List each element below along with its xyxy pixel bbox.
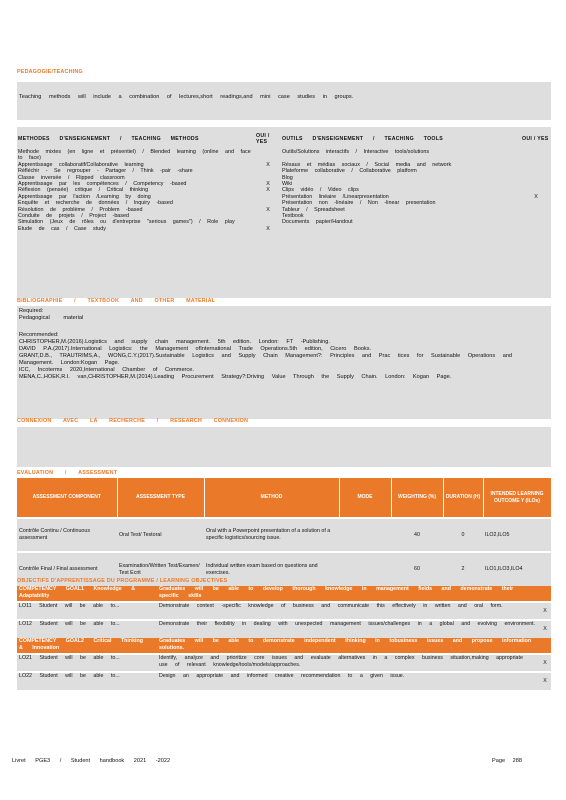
lo-text: Student will be able to... bbox=[39, 603, 120, 609]
mode-header: MODE bbox=[339, 478, 391, 518]
competency-goal-row bbox=[17, 638, 551, 654]
lo-desc: Demonstrate context -specific knowledge of business and communicate this effectively in written and oral form. bbox=[157, 602, 539, 620]
mode-cell bbox=[339, 552, 391, 586]
ilos-cell: ILO2,ILO5 bbox=[483, 518, 551, 552]
type-header: ASSESSMENT TYPE bbox=[117, 478, 204, 518]
lo-label-cell bbox=[17, 620, 157, 638]
footer bbox=[12, 758, 522, 765]
lo-mark: X bbox=[539, 654, 551, 672]
method-yes-cell: X bbox=[266, 181, 270, 188]
methods-row bbox=[17, 226, 551, 232]
competency-desc: Graduates will be able to develop thorough knowledge in management fields and demonstrate their specific skills bbox=[157, 586, 539, 602]
method-cell: Individual written exam based on questions and exercises. bbox=[204, 552, 339, 586]
tool-cell: Clips vidéo / Video clips bbox=[282, 187, 359, 194]
learning-objective-row bbox=[17, 620, 551, 638]
competency-goal-row bbox=[17, 586, 551, 602]
lo-label-cell bbox=[17, 672, 157, 690]
tool-cell: Textbook bbox=[282, 213, 304, 220]
lo-label-cell bbox=[17, 654, 157, 672]
learning-objective-row bbox=[17, 654, 551, 672]
method-cell: Apprentissage collaboratif/Collaborative learning bbox=[18, 161, 144, 168]
method-header: METHOD bbox=[204, 478, 339, 518]
method-cell: Résolution de problème / Problem -based bbox=[18, 206, 143, 213]
page-number: 288 bbox=[512, 758, 522, 764]
recommended-item: ICC, Incoterms 2020,International Chamber of Commerce. bbox=[19, 366, 194, 373]
tool-cell: Wiki bbox=[282, 181, 293, 188]
competency-goal: COMPETENCY GOAL2 Critical Thinking & Innovation bbox=[17, 638, 157, 654]
competency-blank bbox=[539, 586, 551, 602]
method-cell: Simulation (Jeux de rôles ou d'entreprise "serious games") / Role play bbox=[18, 219, 235, 226]
lo-mark: X bbox=[539, 602, 551, 620]
lo-text: Student will be able to... bbox=[39, 655, 120, 661]
competency-goal: COMPETENCY GOAL1 Knowledge & Adaptability bbox=[17, 586, 157, 602]
weighting-cell: 60 bbox=[391, 552, 443, 586]
tool-cell: Résaux et médias sociaux / Social media and network bbox=[282, 161, 452, 168]
lo-text: Student will be able to... bbox=[39, 673, 120, 679]
methods-table bbox=[17, 129, 551, 232]
research-box bbox=[17, 427, 551, 467]
lo-code: LO12 bbox=[19, 621, 32, 627]
method-cell: Classe inversée / Flipped classroom bbox=[18, 174, 125, 181]
evaluation-title: EVALUATION / ASSESSMENT bbox=[17, 470, 118, 476]
method-cell: Apprentissage par les compétences / Competency -based bbox=[18, 181, 187, 188]
recommended-item: CHRISTOPHER,M.(2016).Logistics and supply chain management. 5th edition. London: FT -Publishing. bbox=[19, 338, 330, 345]
recommended-list bbox=[19, 339, 549, 381]
lo-text: Student will be able to... bbox=[39, 621, 120, 627]
recommended-item: GRANT,D.B., TRAUTRIMS,A., WONG,C.Y.(2017).Sustainable Logistics and Supply Chain Management?: Principles and Prac tices for Sustainable Operations and Management. London:Kogan Page. bbox=[19, 352, 513, 366]
tools-header: OUTILS D'ENSEIGNEMENT / TEACHING TOOLS bbox=[282, 135, 443, 142]
type-cell: Oral Test/ Testoral bbox=[117, 518, 204, 552]
learning-objective-row bbox=[17, 602, 551, 620]
learning-objective-row bbox=[17, 672, 551, 690]
method-cell: Oral with a Powerpoint presentation of a solution of a specific logistics/sourcing issue. bbox=[204, 518, 339, 552]
methods-yes-header: OUI / YES bbox=[256, 132, 270, 145]
method-yes-cell: X bbox=[266, 187, 270, 194]
method-cell: Enquête et recherche de données / Inquiry -based bbox=[18, 200, 173, 207]
methods-header: METHODES D'ENSEIGNEMENT / TEACHING METHODS bbox=[18, 135, 199, 142]
methods-table-box bbox=[17, 127, 551, 298]
required-label: Required: bbox=[19, 308, 44, 314]
assessment-table-box bbox=[17, 478, 551, 586]
lo-desc: Demonstrate their flexibility in dealing with unexpected management issues/challenges in a global and evolving environment. bbox=[157, 620, 539, 638]
method-cell: Réfléchir - Se regrouper - Partager / Think -pair -share bbox=[18, 168, 193, 175]
weighting-cell: 40 bbox=[391, 518, 443, 552]
tool-cell: Plateforme collaborative / Collaborative platform bbox=[282, 168, 417, 175]
recommended-item: DAVID P.A.(2017).International Logistics: the Management ofInternational Trade Operations.5th edition, Cicero Books. bbox=[19, 345, 372, 352]
pedagogie-box bbox=[17, 82, 551, 120]
type-cell: Examination/Written Test/Examen/ Test Ecrit bbox=[117, 552, 204, 586]
tool-cell: Blog bbox=[282, 174, 293, 181]
page bbox=[17, 0, 551, 800]
lo-code: LO21 bbox=[19, 655, 32, 661]
recommended-label: Recommended: bbox=[19, 331, 59, 338]
objectives-table-box bbox=[17, 586, 551, 690]
tool-cell: Outils/Solutions interactifs / Interactive tools/solutions bbox=[282, 149, 430, 155]
pedagogie-text: Teaching methods will include a combination of lectures,short readings,and mini case studies in groups. bbox=[19, 94, 354, 100]
ilos-header: INTENDED LEARNING OUTCOME Y (ILOs) bbox=[483, 478, 551, 518]
competency-blank bbox=[539, 638, 551, 654]
component-header: ASSESSMENT COMPONENT bbox=[17, 478, 117, 518]
tools-yes-header: OUI / YES bbox=[522, 135, 549, 142]
competency-desc: Graduates will be able to demonstrate independent thinking in tobusiness issues and propose information solutions. bbox=[157, 638, 539, 654]
lo-code: LO11 bbox=[19, 603, 32, 609]
tool-cell: Présentation non -linéaire / Non -linear presentation bbox=[282, 200, 436, 207]
research-title: CONNEXION AVEC LA RECHERCHE / RESEARCH CONNEXION bbox=[17, 418, 249, 424]
method-yes-cell: X bbox=[266, 225, 270, 232]
assessment-table bbox=[17, 478, 552, 586]
required-text: Pedagogical material bbox=[19, 314, 84, 321]
lo-desc: Identify, analyze and prioritize core issues and evaluate alternatives in a complex business situation,making appropriate use of relevant knowledge/tools/models/approaches. bbox=[157, 654, 539, 672]
page-label: Page bbox=[492, 758, 506, 764]
tool-cell: Documents papier/Handout bbox=[282, 219, 353, 226]
lo-code: LO22 bbox=[19, 673, 32, 679]
lo-mark: X bbox=[539, 620, 551, 638]
duration-header: DURATION (H) bbox=[443, 478, 483, 518]
objectives-table bbox=[17, 586, 551, 690]
tool-cell: Tableur / Spreadsheet bbox=[282, 206, 345, 213]
lo-mark: X bbox=[539, 672, 551, 690]
objectives-title: OBJECTIFS D'APPRENTISSAGE DU PROGRAMME / LEARNING OBJECTIVES bbox=[17, 578, 228, 584]
method-yes-cell: X bbox=[266, 206, 270, 213]
weighting-header: WEIGHTING (%) bbox=[391, 478, 443, 518]
tool-cell: Présentation linéaire /Linearpresentation bbox=[282, 193, 389, 200]
component-cell: Contrôle Continu / Continuous assessment bbox=[17, 518, 117, 552]
tool-yes-cell bbox=[521, 149, 551, 162]
method-cell: Methode mixtes (en ligne et présentiel) / Blended learning (online and face to face) bbox=[18, 149, 251, 162]
bibliography-box bbox=[17, 306, 551, 419]
tool-yes-cell bbox=[521, 226, 551, 232]
lo-label-cell bbox=[17, 602, 157, 620]
bibliography-title: BIBLIOGRAPHIE / TEXTBOOK AND OTHER MATERIAL bbox=[17, 298, 216, 304]
page-number-group bbox=[492, 758, 522, 765]
method-cell: Conduite de projets / Project -based bbox=[18, 213, 130, 220]
method-cell: Etude de cas / Case study bbox=[18, 225, 106, 232]
footer-handbook: Livret PGE3 / Student handbook 2021 -2022 bbox=[12, 758, 171, 764]
method-cell: Apprentissage par l'action /Learning by doing bbox=[18, 193, 151, 200]
method-yes-cell: X bbox=[266, 161, 270, 168]
duration-cell: 2 bbox=[443, 552, 483, 586]
method-cell: Réflexion (pensée) critique / Critical thinking bbox=[18, 187, 149, 194]
component-cell: Contrôle Final / Final assessment bbox=[17, 552, 117, 586]
methods-row bbox=[17, 149, 551, 162]
pedagogie-title: PEDAGOGIE/TEACHING bbox=[17, 69, 83, 75]
lo-desc: Design an appropriate and informed creative recommendation to a given issue. bbox=[157, 672, 539, 690]
ilos-cell: ILO1,ILO3,ILO4 bbox=[483, 552, 551, 586]
tool-cell bbox=[281, 226, 521, 232]
recommended-item: MENA,C.,HOEK,R.I. van,CHRISTOPHER,M.(2014).Leading Procurement Strategy?:Driving Value Through the Supply Chain. London: Kogan Page. bbox=[19, 373, 452, 380]
assessment-row bbox=[17, 518, 551, 552]
tool-yes-cell: X bbox=[534, 193, 538, 200]
method-yes-cell bbox=[255, 149, 281, 162]
mode-cell bbox=[339, 518, 391, 552]
duration-cell: 0 bbox=[443, 518, 483, 552]
